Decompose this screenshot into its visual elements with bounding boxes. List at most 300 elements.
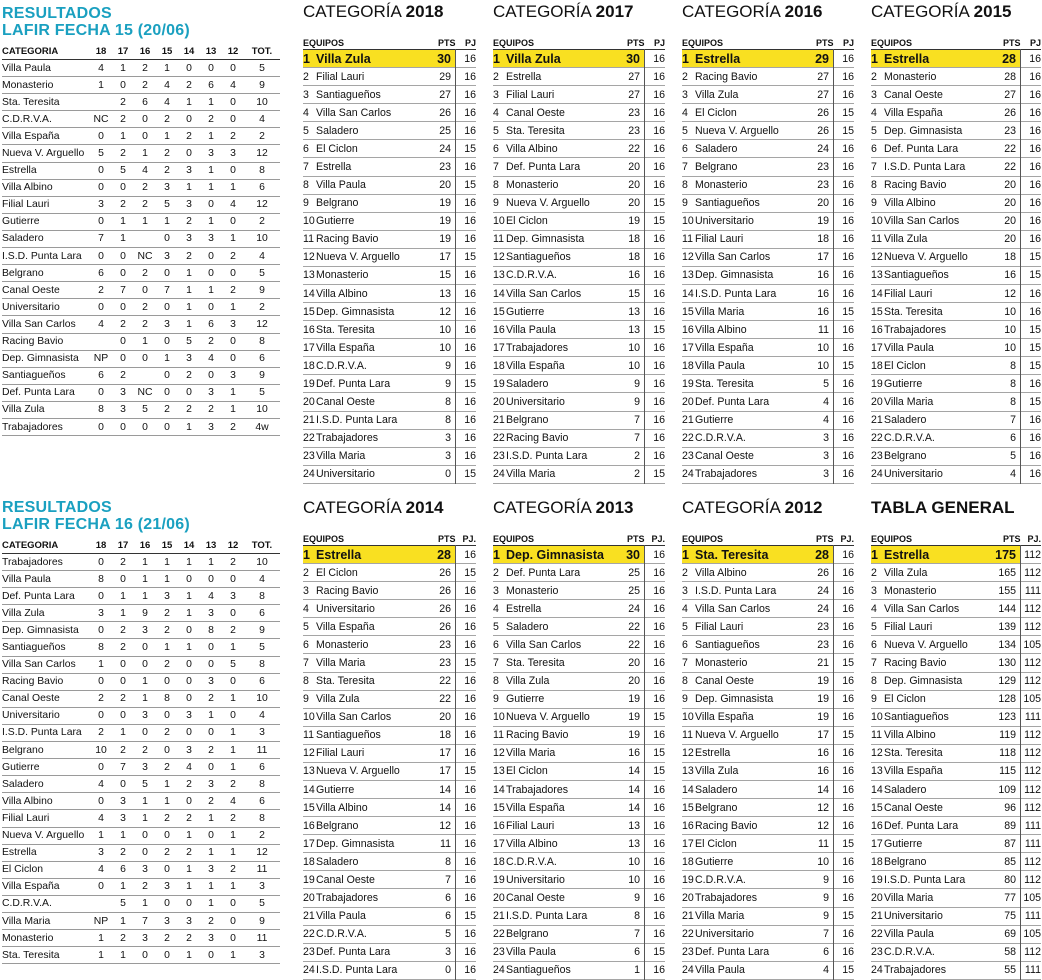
played: 15 — [645, 744, 666, 762]
team-name: El Ciclon — [695, 106, 737, 119]
score-cell: 5 — [164, 199, 170, 211]
table-row — [2, 912, 280, 929]
score-cell: 0 — [120, 421, 126, 433]
table-row — [303, 447, 476, 465]
position: 14 — [871, 783, 883, 796]
team-name: Sta. Teresita — [884, 305, 943, 318]
points: 6 — [1010, 432, 1016, 445]
table-row — [303, 799, 476, 817]
column-header-equipos: EQUIPOS — [871, 533, 913, 544]
score-cell: 0 — [98, 216, 104, 228]
position: 23 — [493, 946, 505, 959]
position: 10 — [303, 711, 315, 724]
points: 20 — [1004, 197, 1016, 210]
team-name: Villa Albino — [506, 142, 558, 155]
table-row — [2, 111, 280, 128]
table-row — [871, 799, 1041, 817]
points: 23 — [439, 638, 451, 651]
team-name: Villa Zula — [884, 233, 928, 246]
score-cell: 1 — [208, 182, 214, 194]
points: 19 — [817, 711, 829, 724]
table-row — [493, 248, 665, 266]
team-name: Def. Punta Lara — [884, 142, 959, 155]
team-name: Universitario — [695, 215, 754, 228]
standings-header-row — [682, 532, 854, 546]
points: 23 — [817, 179, 829, 192]
score-cell: 0 — [208, 199, 214, 211]
table-row — [682, 285, 854, 303]
played: 16 — [645, 429, 666, 447]
position: 3 — [871, 584, 877, 597]
points: 4 — [823, 414, 829, 427]
position: 9 — [682, 197, 688, 210]
total-cell: 10 — [256, 556, 268, 568]
position: 12 — [871, 251, 883, 264]
score-cell: 0 — [98, 556, 104, 568]
team-name: Belgrano — [316, 197, 359, 210]
played: 16 — [834, 636, 855, 654]
team-name: Belgrano — [695, 801, 738, 814]
team-name: Dep. Gimnasista — [506, 546, 616, 564]
score-cell: 0 — [186, 624, 192, 636]
table-row — [2, 350, 280, 367]
team-name: Villa Paula — [695, 359, 745, 372]
score-cell: 0 — [98, 387, 104, 399]
score-cell: 1 — [230, 727, 236, 739]
team-name: El Ciclon — [884, 359, 926, 372]
team-name: Villa España — [2, 130, 60, 142]
score-cell: 3 — [120, 795, 126, 807]
team-name: Racing Bavio — [884, 179, 947, 192]
points: 7 — [445, 873, 451, 886]
team-name: Canal Oeste — [695, 450, 754, 463]
table-row — [303, 708, 476, 726]
results-table — [2, 44, 280, 436]
table-row — [682, 600, 854, 618]
team-name: Dep. Gimnasista — [884, 675, 963, 688]
team-name: Villa Maria — [884, 396, 934, 409]
position: 4 — [303, 602, 309, 615]
results-title — [2, 5, 280, 39]
position: 15 — [682, 801, 694, 814]
table-row — [303, 817, 476, 835]
column-header-pj: PJ. — [840, 533, 854, 544]
score-cell: 4 — [98, 778, 104, 790]
points: 22 — [628, 620, 640, 633]
position: 7 — [493, 657, 499, 669]
table-row — [2, 316, 280, 333]
played: 111 — [1021, 907, 1042, 925]
points: 8 — [445, 414, 451, 427]
position: 13 — [303, 765, 315, 778]
total-cell: 10 — [256, 404, 268, 416]
table-row — [682, 636, 854, 654]
table-row — [493, 762, 665, 780]
team-name: Belgrano — [695, 161, 738, 173]
played: 16 — [1021, 86, 1042, 104]
score-cell: 2 — [142, 199, 148, 211]
position: 9 — [871, 197, 877, 210]
score-cell: 3 — [98, 607, 104, 619]
team-name: Villa España — [506, 359, 565, 372]
results-table — [2, 538, 280, 964]
played: 16 — [834, 744, 855, 762]
team-name: Nueva V. Arguello — [2, 148, 85, 160]
played: 16 — [456, 104, 477, 122]
table-row — [493, 708, 665, 726]
score-cell: 0 — [186, 113, 192, 125]
played: 16 — [834, 176, 855, 194]
standings-2018 — [303, 2, 476, 484]
table-row — [303, 429, 476, 447]
team-name: Villa Albino — [2, 182, 53, 194]
column-header: 13 — [205, 46, 217, 57]
score-cell: 2 — [230, 778, 236, 790]
team-name: Villa España — [316, 341, 375, 354]
score-cell: 2 — [164, 165, 170, 177]
team-name: Trabajadores — [2, 556, 63, 568]
standings-table — [493, 532, 665, 980]
team-name: Saladero — [506, 620, 549, 633]
score-cell: 3 — [230, 590, 236, 602]
table-row — [303, 871, 476, 889]
points: 19 — [439, 215, 451, 228]
played: 112 — [1021, 564, 1042, 582]
played: 16 — [645, 375, 666, 393]
position: 6 — [682, 142, 688, 155]
played: 16 — [456, 726, 477, 744]
standings-tabla-general — [871, 498, 1041, 980]
points: 123 — [998, 711, 1016, 724]
position: 7 — [682, 657, 688, 669]
points: 8 — [445, 396, 451, 409]
table-row — [2, 282, 280, 299]
score-cell: 1 — [98, 830, 104, 842]
table-row — [871, 176, 1041, 194]
team-name: Filial Lauri — [316, 70, 365, 83]
score-cell: 3 — [186, 165, 192, 177]
score-cell: 0 — [186, 727, 192, 739]
played: 16 — [645, 339, 666, 357]
score-cell: NC — [137, 387, 153, 399]
points: 29 — [805, 50, 834, 68]
played: 16 — [645, 582, 666, 600]
position: 6 — [493, 142, 499, 155]
team-name: Villa Albino — [316, 287, 368, 300]
points: 10 — [628, 855, 640, 868]
played: 16 — [645, 799, 666, 817]
table-row — [303, 853, 476, 871]
score-cell: 2 — [164, 148, 170, 160]
team-name: Villa Albino — [884, 729, 936, 742]
points: 19 — [628, 729, 640, 742]
table-row — [303, 654, 476, 672]
position: 23 — [871, 450, 883, 463]
table-row — [2, 588, 280, 605]
position: 14 — [493, 783, 505, 796]
team-name: Racing Bavio — [316, 233, 379, 246]
standings-header-row — [303, 36, 476, 50]
score-cell: 0 — [142, 421, 148, 433]
score-cell: 5 — [186, 336, 192, 348]
points: 20 — [817, 197, 829, 210]
score-cell: 0 — [120, 267, 126, 279]
table-row — [682, 853, 854, 871]
team-name: El Ciclon — [884, 693, 926, 706]
team-name: Dep. Gimnasista — [506, 233, 585, 246]
position: 13 — [493, 269, 505, 282]
table-row — [303, 943, 476, 961]
team-name: Saladero — [2, 778, 44, 790]
score-cell: 1 — [142, 590, 148, 602]
position: 15 — [493, 305, 505, 318]
table-row — [493, 564, 665, 582]
position: 8 — [493, 675, 499, 688]
table-row — [493, 961, 665, 979]
column-header-equipos: EQUIPOS — [303, 37, 345, 48]
score-cell: 3 — [230, 318, 236, 330]
score-cell: 1 — [142, 898, 148, 910]
score-cell: 2 — [230, 250, 236, 262]
team-name: Nueva V. Arguello — [506, 197, 590, 210]
standings-title — [303, 498, 476, 518]
team-name: Nueva V. Arguello — [695, 729, 779, 742]
team-name: Villa Paula — [506, 946, 556, 959]
position: 14 — [303, 783, 315, 796]
points: 18 — [628, 233, 640, 246]
table-row — [2, 60, 280, 77]
total-cell: 4w — [255, 421, 269, 433]
position: 6 — [303, 638, 309, 651]
played: 16 — [1021, 50, 1042, 68]
position: 4 — [682, 602, 688, 615]
played: 16 — [1021, 68, 1042, 86]
position: 16 — [871, 819, 883, 832]
score-cell: 0 — [164, 301, 170, 313]
total-cell: 6 — [259, 353, 265, 365]
table-row — [303, 411, 476, 429]
score-cell: 2 — [98, 284, 104, 296]
table-row — [493, 781, 665, 799]
points: 3 — [445, 946, 451, 959]
team-name: Nueva V. Arguello — [884, 251, 968, 264]
table-row — [871, 582, 1041, 600]
position: 6 — [303, 142, 309, 155]
score-cell: 1 — [142, 573, 148, 585]
table-row — [493, 853, 665, 871]
points: 11 — [818, 323, 829, 336]
team-name: Canal Oeste — [316, 396, 375, 409]
played: 105 — [1021, 636, 1042, 654]
table-row — [871, 672, 1041, 690]
table-row — [871, 889, 1041, 907]
column-header-equipos: EQUIPOS — [493, 533, 535, 544]
score-cell: 0 — [98, 881, 104, 893]
team-name: Villa Albino — [2, 795, 53, 807]
position: 10 — [493, 711, 505, 724]
team-name: Santiagueños — [695, 638, 760, 651]
team-name: Trabajadores — [316, 892, 379, 905]
team-name: Dep. Gimnasista — [2, 624, 79, 636]
score-cell: 0 — [164, 744, 170, 756]
points: 4 — [1010, 468, 1016, 481]
score-cell: 2 — [98, 727, 104, 739]
total-cell: 11 — [256, 744, 268, 756]
played: 16 — [645, 357, 666, 375]
position: 12 — [303, 747, 315, 760]
position: 13 — [682, 765, 694, 778]
played: 112 — [1021, 762, 1042, 780]
score-cell: 8 — [98, 642, 104, 654]
points: 26 — [817, 124, 829, 137]
score-cell: 0 — [230, 353, 236, 365]
column-header: 12 — [227, 46, 239, 57]
points: 10 — [628, 873, 640, 886]
table-row — [2, 947, 280, 964]
column-header: 15 — [161, 540, 173, 551]
total-cell: 4 — [259, 250, 265, 262]
points: 19 — [628, 693, 640, 706]
points: 87 — [1004, 837, 1016, 850]
standings-table — [871, 36, 1041, 484]
team-name: Nueva V. Arguello — [695, 124, 779, 137]
team-name: C.D.R.V.A. — [316, 928, 367, 941]
position: 19 — [871, 873, 883, 886]
table-row — [871, 285, 1041, 303]
played: 16 — [456, 447, 477, 465]
points: 7 — [634, 432, 640, 445]
team-name: Villa Zula — [695, 765, 739, 778]
played: 16 — [645, 266, 666, 284]
score-cell: 1 — [142, 556, 148, 568]
table-row — [682, 194, 854, 212]
table-row — [2, 94, 280, 111]
score-cell: 0 — [164, 336, 170, 348]
total-cell: 9 — [259, 79, 265, 91]
table-row — [303, 889, 476, 907]
played: 16 — [645, 104, 666, 122]
points: 9 — [634, 377, 640, 390]
position: 24 — [303, 468, 315, 481]
played: 16 — [645, 871, 666, 889]
table-row — [493, 393, 665, 411]
score-cell: 3 — [164, 881, 170, 893]
points: 27 — [439, 88, 451, 101]
team-name: Belgrano — [2, 267, 44, 279]
table-row — [871, 86, 1041, 104]
score-cell: 0 — [186, 387, 192, 399]
score-cell: NP — [93, 915, 109, 927]
table-row — [493, 375, 665, 393]
points: 13 — [628, 819, 640, 832]
score-cell: 0 — [98, 301, 104, 313]
column-header-pts: PTS — [626, 37, 645, 48]
position: 23 — [303, 946, 315, 959]
score-cell: 2 — [208, 915, 214, 927]
total-cell: 8 — [259, 165, 265, 177]
score-cell: 1 — [230, 301, 236, 313]
score-cell: 2 — [164, 812, 170, 824]
table-row — [303, 212, 476, 230]
team-name: El Ciclon — [316, 566, 358, 579]
team-name: Racing Bavio — [506, 729, 569, 742]
points: 3 — [823, 432, 829, 445]
table-row — [682, 104, 854, 122]
score-cell: 0 — [142, 949, 148, 961]
table-row — [682, 907, 854, 925]
position: 10 — [871, 711, 883, 724]
column-header: 17 — [117, 46, 129, 57]
score-cell: 1 — [164, 642, 170, 654]
score-cell: 3 — [142, 624, 148, 636]
played: 16 — [834, 817, 855, 835]
total-cell: 8 — [259, 590, 265, 602]
points: 23 — [817, 161, 829, 173]
played: 16 — [645, 636, 666, 654]
points: 22 — [628, 142, 640, 155]
table-row — [493, 672, 665, 690]
score-cell: 1 — [142, 336, 148, 348]
played: 16 — [1021, 447, 1042, 465]
table-row — [2, 844, 280, 861]
score-cell: 2 — [186, 79, 192, 91]
played: 16 — [834, 375, 855, 393]
score-cell: 0 — [120, 778, 126, 790]
points: 27 — [817, 70, 829, 83]
points: 11 — [440, 837, 451, 850]
table-row — [682, 690, 854, 708]
position: 14 — [493, 287, 505, 300]
table-row — [493, 907, 665, 925]
position: 7 — [871, 161, 877, 173]
table-row — [871, 357, 1041, 375]
team-name: Gutierre — [2, 216, 40, 228]
table-row — [493, 889, 665, 907]
score-cell: 0 — [98, 761, 104, 773]
position: 7 — [682, 161, 688, 173]
points: 4 — [823, 396, 829, 409]
standings-title-year: 2017 — [595, 2, 634, 21]
standings-2016 — [682, 2, 854, 484]
points: 27 — [628, 88, 640, 101]
score-cell: 1 — [230, 182, 236, 194]
table-row — [871, 726, 1041, 744]
score-cell: 0 — [164, 233, 170, 245]
leader-row — [682, 546, 854, 564]
results-title-line2: LAFIR FECHA 16 (21/06) — [2, 516, 190, 533]
played: 15 — [645, 321, 666, 339]
position: 17 — [493, 341, 505, 354]
team-name: Villa San Carlos — [695, 602, 771, 615]
table-row — [2, 554, 280, 571]
score-cell: 2 — [208, 113, 214, 125]
position: 6 — [871, 142, 877, 155]
points: 12 — [439, 819, 451, 832]
played: 16 — [834, 248, 855, 266]
team-name: Sta. Teresita — [2, 96, 60, 108]
position: 1 — [682, 50, 695, 68]
position: 21 — [871, 910, 883, 923]
team-name: Def. Punta Lara — [2, 590, 75, 602]
points: 28 — [427, 546, 456, 564]
position: 2 — [871, 70, 877, 83]
column-header: 12 — [227, 540, 239, 551]
total-cell: 6 — [259, 607, 265, 619]
team-name: Dep. Gimnasista — [695, 269, 774, 282]
column-header-equipos: EQUIPOS — [303, 533, 345, 544]
played: 105 — [1021, 690, 1042, 708]
points: 16 — [1004, 269, 1016, 282]
